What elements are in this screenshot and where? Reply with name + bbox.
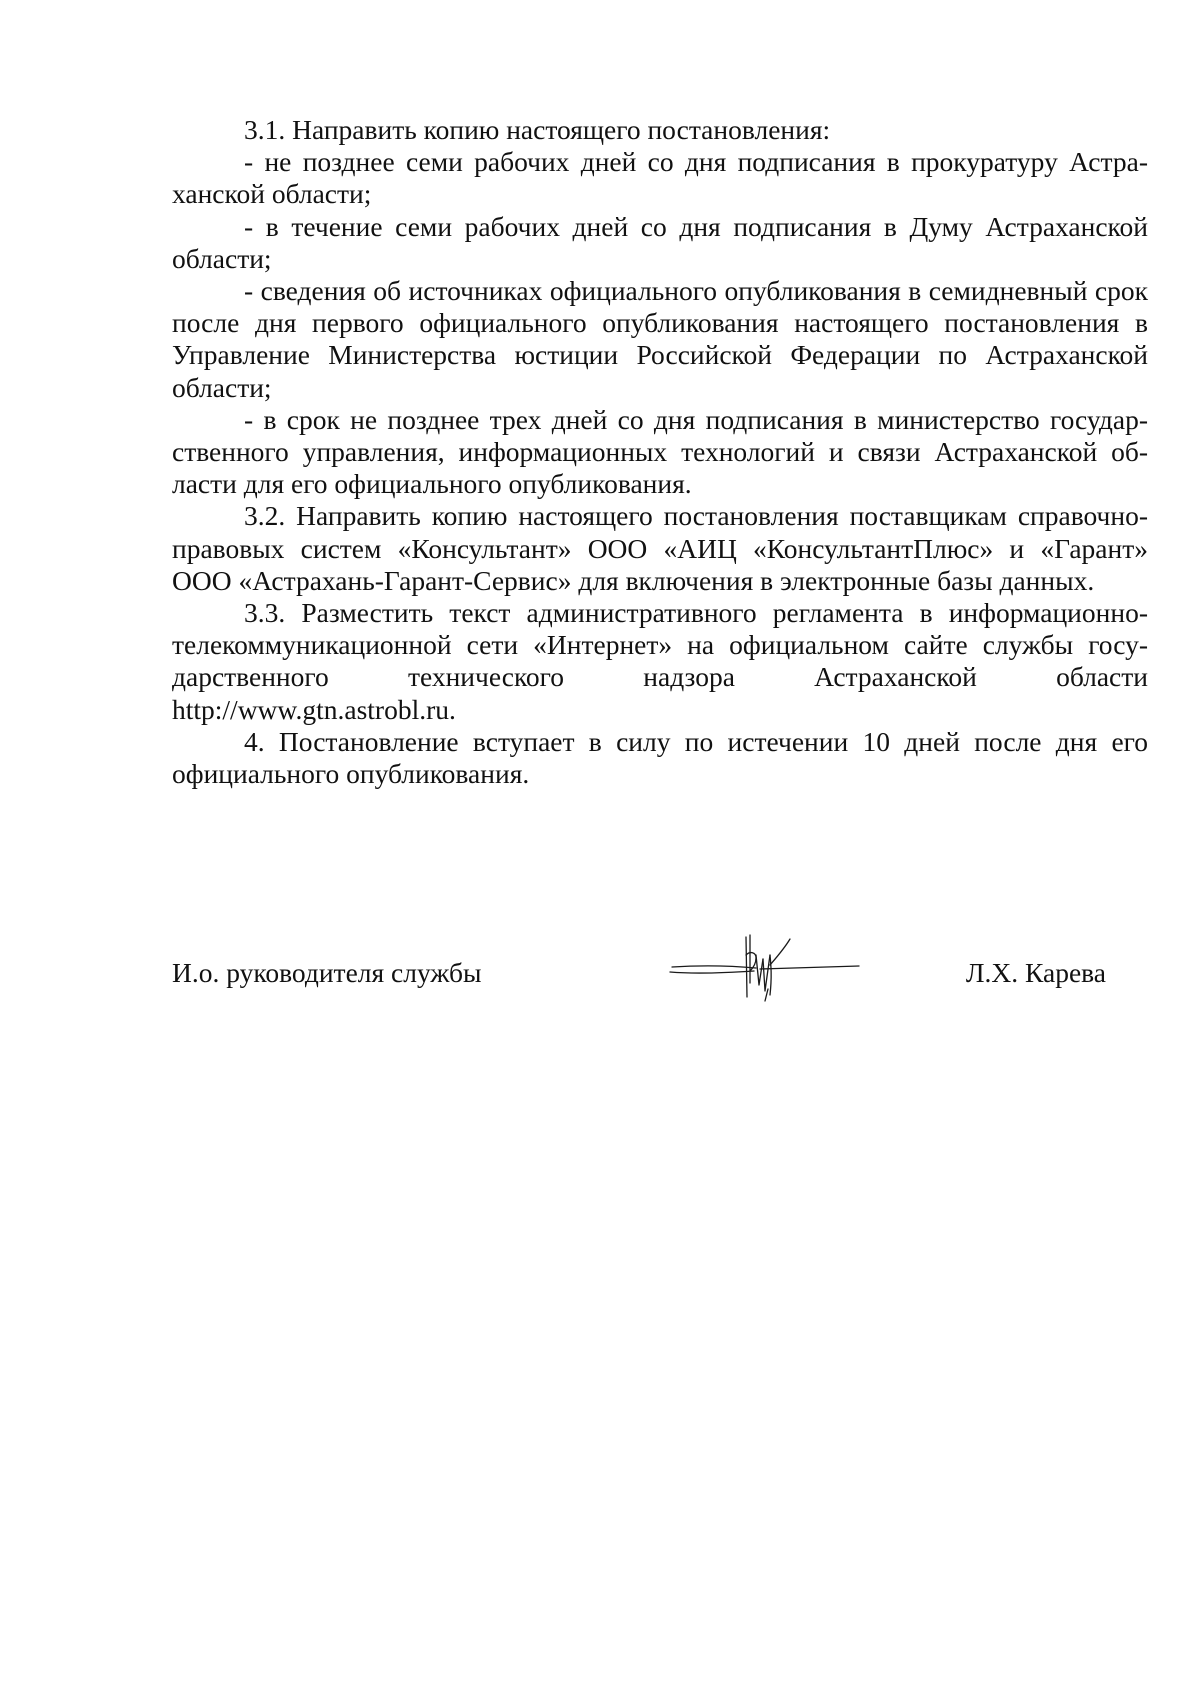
signature-block: [172, 925, 1148, 1015]
paragraph-3-1-publication: - в срок не позднее трех дней со дня подписания в министерство государственного управления, информационных технологий и связи Астраханской области для его официального опубликования.: [172, 403, 1148, 500]
paragraph-3-2: 3.2. Направить копию настоящего постановления поставщикам справочно-правовых систем «Консультант» ООО «АИЦ «КонсультантПлюс» и «Гарант» ООО «Астрахань-Гарант-Сервис» для включения в электронные базы данных.: [172, 500, 1148, 596]
paragraph-3-1: 3.1. Направить копию настоящего постановления:: [244, 114, 831, 145]
paragraph-3-3: 3.3. Разместить текст административного регламента в информационно-телекоммуникационной сети «Интернет» на официальном сайте службы государственного технического надзора Астраханской области http://www.gtn.astrobl.ru.: [172, 597, 1148, 725]
signatory-title: И.о. руководителя службы: [172, 957, 482, 988]
signatory-name: Л.Х. Карева: [965, 957, 1106, 988]
paragraph-3-1-prosecutor: - не позднее семи рабочих дней со дня подписания в прокуратуру Астраханской области;: [172, 146, 1148, 210]
paragraph-3-1-duma: - в течение семи рабочих дней со дня подписания в Думу Астраханской области;: [172, 210, 1148, 274]
handwritten-signature: [664, 925, 864, 1015]
paragraph-3-1-justice-ministry: - сведения об источниках официального опубликования в семидневный срок после дня первого официального опубликования настоящего постановления в Управление Министерства юстиции Российской Федерации по Астраханской области;: [172, 275, 1148, 403]
paragraph-4: 4. Постановление вступает в силу по истечении 10 дней после дня его официального опубликования.: [172, 725, 1148, 790]
document-body: [172, 114, 1148, 790]
